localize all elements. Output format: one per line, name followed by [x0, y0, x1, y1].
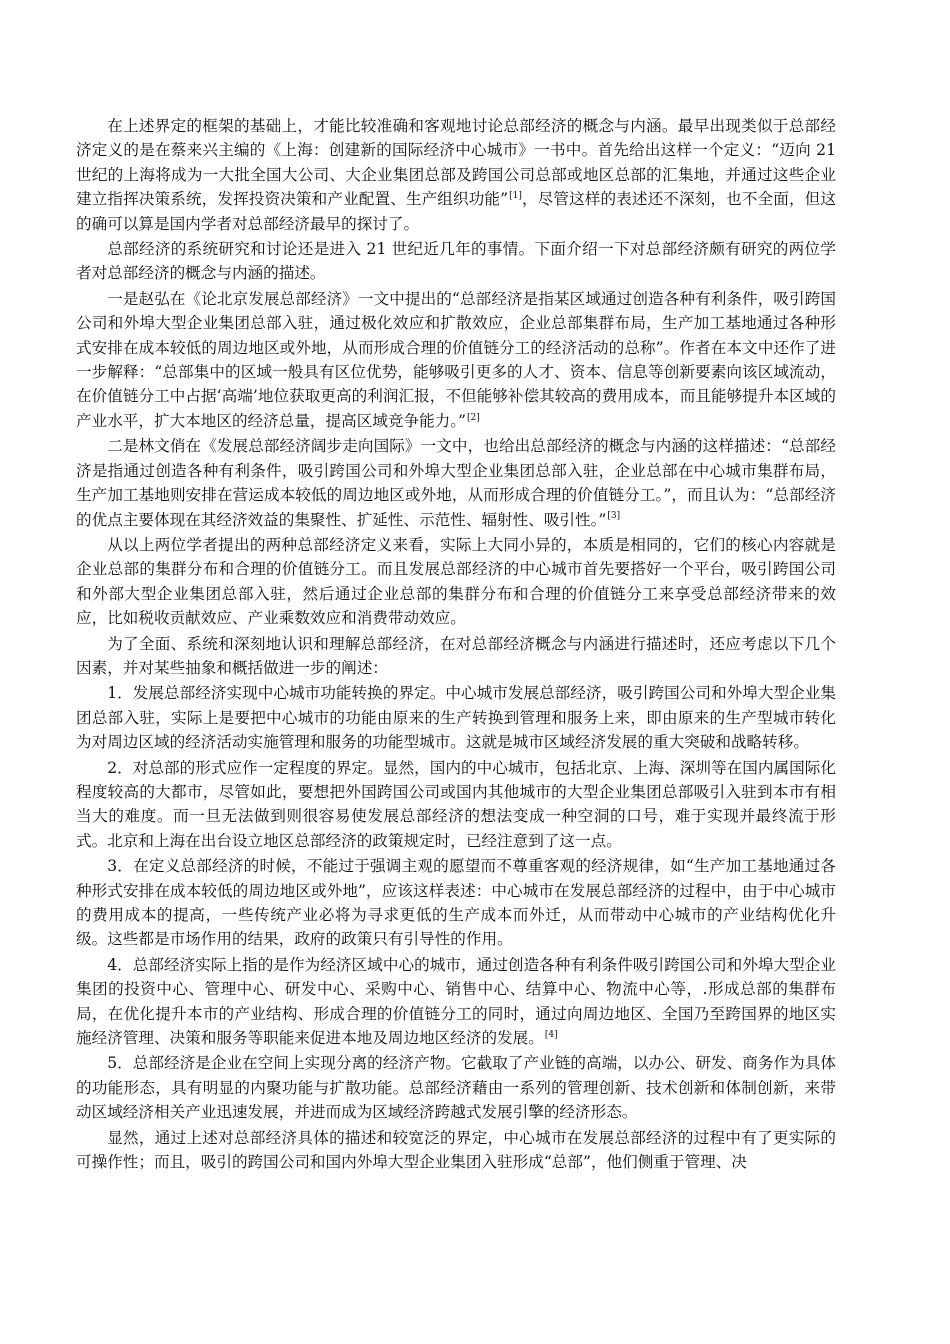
- document-page: [76, 114, 836, 1175]
- paragraph-text: 在上述界定的框架的基础上，才能比较准确和客观地讨论总部经济的概念与内涵。最早出现类似于总部经济定义的是在蔡来兴主编的《上海：创建新的国际经济中心城市》一书中。首先给出这样一个定义：“迈向 21 世纪的上海将成为一大批全国大公司、大企业集团总部及跨国公司总部或地区总部的汇集地，并通过这些企业建立指挥决策系统，发挥投资决策和产业配置、生产组织功能”: [76, 117, 836, 209]
- paragraph-text: 从以上两位学者提出的两种总部经济定义来看，实际上大同小异的，本质是相同的，它们的核心内容就是企业总部的集群分布和合理的价值链分工。而且发展总部经济的中心城市首先要搭好一个平台，吸引跨国公司和外部大型企业集团总部入驻，然后通过企业总部的集群分布和合理的价值链分工来享受总部经济带来的效应，比如税收贡献效应、产业乘数效应和消费带动效应。: [76, 535, 836, 628]
- paragraph-text: 5．总部经济是企业在空间上实现分离的经济产物。它截取了产业链的高端，以办公、研发、商务作为具体的功能形态，具有明显的内聚功能与扩散功能。总部经济藉由一系列的管理创新、技术创新和体制创新，来带动区域经济相关产业迅速发展，并进而成为区域经济跨越式发展引擎的经济形态。: [76, 1054, 836, 1122]
- paragraph-text: 1．发展总部经济实现中心城市功能转换的界定。中心城市发展总部经济，吸引跨国公司和外埠大型企业集团总部入驻，实际上是要把中心城市的功能由原来的生产转换到管理和服务上来，即由原来的生产型城市转化为对周边区域的经济活动实施管理和服务的功能型城市。这就是城市区域经济发展的重大突破和战略转移。: [76, 684, 836, 752]
- paragraph-text: 2．对总部的形式应作一定程度的界定。显然，国内的中心城市，包括北京、上海、深圳等在国内属国际化程度较高的大都市，尽管如此，要想把外国跨国公司或国内其他城市的大型企业集团总部吸引入驻到本市有相当大的难度。而一旦无法做到则很容易使发展总部经济的想法变成一种空洞的口号，难于实现并最终流于形式。北京和上海在出台设立地区总部经济的政策规定时，已经注意到了这一点。: [76, 758, 836, 850]
- citation-ref: [3]: [607, 511, 621, 522]
- citation-ref: [2]: [467, 412, 480, 423]
- paragraph-text: 4．总部经济实际上指的是作为经济区域中心的城市，通过创造各种有利条件吸引跨国公司和外埠大型企业集团的投资中心、管理中心、研发中心、采购中心、销售中心、结算中心、物流中心等，.形成总部的集群布局，在优化提升本市的产业结构、形成合理的价值链分工的同时，通过向周边地区、全国乃至跨国界的地区实施经济管理、决策和服务等职能来促进本地及周边地区经济的发展。: [76, 955, 836, 1048]
- paragraph: [76, 114, 836, 236]
- paragraph: [76, 854, 836, 952]
- paragraph-text: 3．在定义总部经济的时候，不能过于强调主观的愿望而不尊重客观的经济规律，如“生产加工基地通过各种形式安排在成本较低的周边地区或外地”，应该这样表述：中心城市在发展总部经济的过程中，由于中心城市的费用成本的提高，一些传统产业必将为寻求更低的生产成本而外迁，从而带动中心城市的产业结构优化升级。这些都是市场作用的结果，政府的政策只有引导性的作用。: [76, 857, 836, 949]
- paragraph: [76, 237, 836, 286]
- paragraph-text: 总部经济的系统研究和讨论还是进入 21 世纪近几年的事情。下面介绍一下对总部经济颇有研究的两位学者对总部经济的概念与内涵的描述。: [76, 240, 836, 283]
- paragraph-tail: ，尽管这样的表述还不深刻，也不全面，但这的确可以算是国内学者对总部经济最早的探讨了。: [76, 190, 836, 233]
- citation-ref: [1]: [509, 191, 522, 202]
- paragraph-text: 显然，通过上述对总部经济具体的描述和较宽泛的界定，中心城市在发展总部经济的过程中有了更实际的可操作性；而且，吸引的跨国公司和国内外埠大型企业集团入驻形成“总部”，他们侧重于管理、决: [76, 1128, 836, 1172]
- paragraph-text: 一是赵弘在《论北京发展总部经济》一文中提出的“总部经济是指某区域通过创造各种有利条件，吸引跨国公司和外埠大型企业集团总部入驻，通过极化效应和扩散效应，企业总部集群布局，生产加工基地通过各种形式安排在成本较低的周边地区或外地，从而形成合理的价值链分工的经济活动的总称”。作者在本文中还作了进一步解释：“总部集中的区域一般具有区位优势，能够吸引更多的人才、资本、信息等创新要素向该区域流动，在价值链分工中占据‘高端’地位获取更高的利润汇报，不但能够补偿其较高的费用成本，而且能够提升本区域的产业水平，扩大本地区的经济总量，提高区域竞争能力。”: [76, 289, 836, 430]
- paragraph: [76, 681, 836, 754]
- paragraph: [76, 434, 836, 532]
- citation-ref: [4]: [544, 1029, 558, 1040]
- paragraph-text: 二是林文俏在《发展总部经济阔步走向国际》一文中，也给出总部经济的概念与内涵的这样描述：“总部经济是指通过创造各种有利条件，吸引跨国公司和外埠大型企业集团总部入驻，企业总部在中心城市集群布局，生产加工基地则安排在营运成本较低的周边地区或外地，从而形成合理的价值链分工。”，而且认为：“总部经济的优点主要体现在其经济效益的集聚性、扩延性、示范性、辐射性、吸引性。”: [76, 437, 836, 529]
- paragraph-text: 为了全面、系统和深刻地认识和理解总部经济，在对总部经济概念与内涵进行描述时，还应考虑以下几个因素，并对某些抽象和概括做进一步的阐述：: [76, 634, 836, 677]
- paragraph: [76, 287, 836, 433]
- paragraph: [76, 756, 836, 854]
- paragraph: [76, 1126, 836, 1175]
- paragraph: [76, 953, 836, 1051]
- paragraph: [76, 1051, 836, 1124]
- paragraph: [76, 533, 836, 631]
- paragraph: [76, 632, 836, 681]
